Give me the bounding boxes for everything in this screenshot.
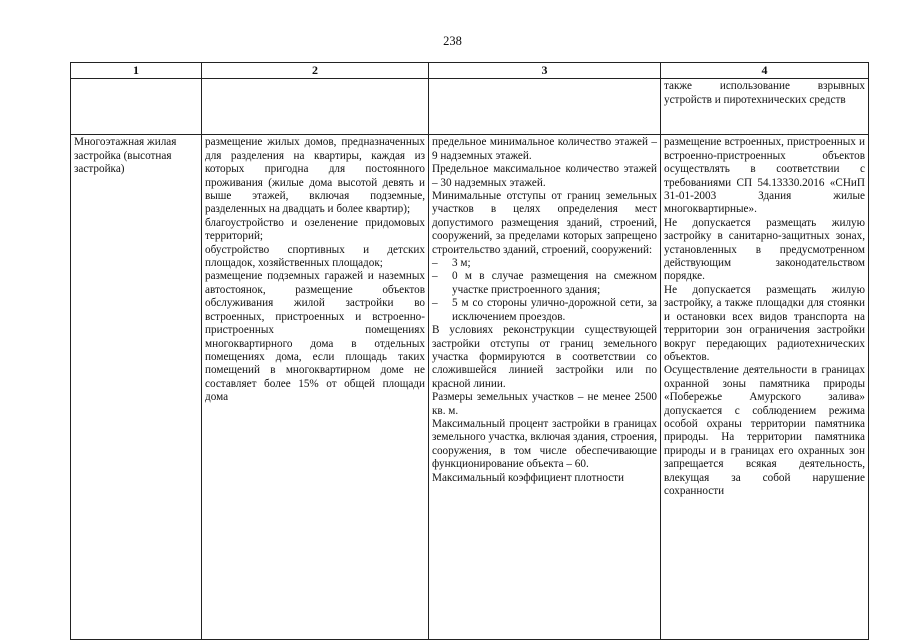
page-number: 238	[443, 34, 462, 48]
restriction-continuation-text: также использование взрывных устройств и пиротехнических средств	[664, 80, 865, 106]
table-row	[71, 135, 869, 640]
restriction-item: Не допускается размещать жилую застройку в санитарно-защитных зонах, установленных в предусмотренном действующим законодательством порядке.	[664, 216, 865, 283]
header-row	[71, 63, 869, 79]
continuation-cell-1	[71, 79, 202, 135]
zone-name: Многоэтажная жилая застройка (высотная застройка)	[74, 136, 177, 176]
dash-marker: –	[432, 270, 438, 283]
parameter-item: Размеры земельных участков – не менее 2500 кв. м.	[432, 391, 657, 417]
restriction-item: размещение встроенных, пристроенных и встроенно-пристроенных объектов осуществлять в соответствии с требованиями СП 54.13330.2016 «СНиП 31-01-2003 Здания жилые многоквартирные».	[664, 136, 865, 216]
dash-marker: –	[432, 297, 438, 310]
continuation-cell-4	[661, 79, 869, 135]
uses-cell	[202, 135, 429, 640]
setback-item	[432, 257, 657, 270]
setback-text: 3 м;	[452, 257, 471, 270]
header-col-4: 4	[661, 63, 869, 79]
parameter-item: Предельное максимальное количество этажей – 30 надземных этажей.	[432, 163, 657, 189]
regulations-table	[70, 62, 869, 640]
use-item: благоустройство и озеленение придомовых территорий;	[205, 216, 425, 243]
parameters-cell	[429, 135, 661, 640]
header-col-2: 2	[202, 63, 429, 79]
use-item: обустройство спортивных и детских площадок, хозяйственных площадок;	[205, 243, 425, 270]
continuation-cell-3	[429, 79, 661, 135]
use-item: размещение подземных гаражей и наземных автостоянок, размещение объектов обслуживания жилой застройки во встроенных, пристроенных и встроенно-пристроенных помещениях многоквартирного дома в отдельных помещениях дома, если площадь таких помещений в многоквартирном доме не составляет более 15% от общей площади дома	[205, 270, 425, 404]
parameter-item: В условиях реконструкции существующей застройки отступы от границ земельного участка формируются в соответствии со сложившейся линией застройки или по красной линии.	[432, 324, 657, 390]
setback-item	[432, 270, 657, 297]
parameter-item: Максимальный процент застройки в границах земельного участка, включая здания, строения, сооружения, в том числе обеспечивающие функционирование объекта – 60.	[432, 417, 657, 471]
header-col-1: 1	[71, 63, 202, 79]
continuation-row	[71, 79, 869, 135]
parameter-item: Минимальные отступы от границ земельных участков в целях определения мест допустимого размещения зданий, строений, сооружений, за пределами которых запрещено строительство зданий, строений, сооружений:	[432, 190, 657, 256]
parameter-item: предельное минимальное количество этажей – 9 надземных этажей.	[432, 136, 657, 162]
header-col-3: 3	[429, 63, 661, 79]
restrictions-cell	[661, 135, 869, 640]
setback-item	[432, 297, 657, 324]
parameter-item: Максимальный коэффициент плотности	[432, 471, 625, 484]
restriction-item: Не допускается размещать жилую застройку, а также площадки для стоянки и остановки всех видов транспорта на территории зон ограничения застройки вокруг передающих радиотехнических объектов.	[664, 283, 865, 363]
restriction-item: Осуществление деятельности в границах охранной зоны памятника природы «Побережье Амурского залива» допускается с соблюдением режима особой охраны территории памятника природы. На территории памятника природы и в границах его охранных зон запрещается всякая деятельность, влекущая за собой нарушение сохранности	[664, 364, 865, 497]
continuation-cell-2	[202, 79, 429, 135]
setback-text: 5 м со стороны улично-дорожной сети, за исключением проездов.	[452, 297, 657, 323]
setback-text: 0 м в случае размещения на смежном участке пристроенного здания;	[452, 270, 657, 296]
zone-name-cell	[71, 135, 202, 640]
dash-marker: –	[432, 257, 438, 270]
use-item: размещение жилых домов, предназначенных для разделения на квартиры, каждая из которых пригодна для постоянного проживания (жилые дома высотой девять и выше этажей, включая подземные, разделенных на двадцать и более квартир);	[205, 136, 425, 216]
